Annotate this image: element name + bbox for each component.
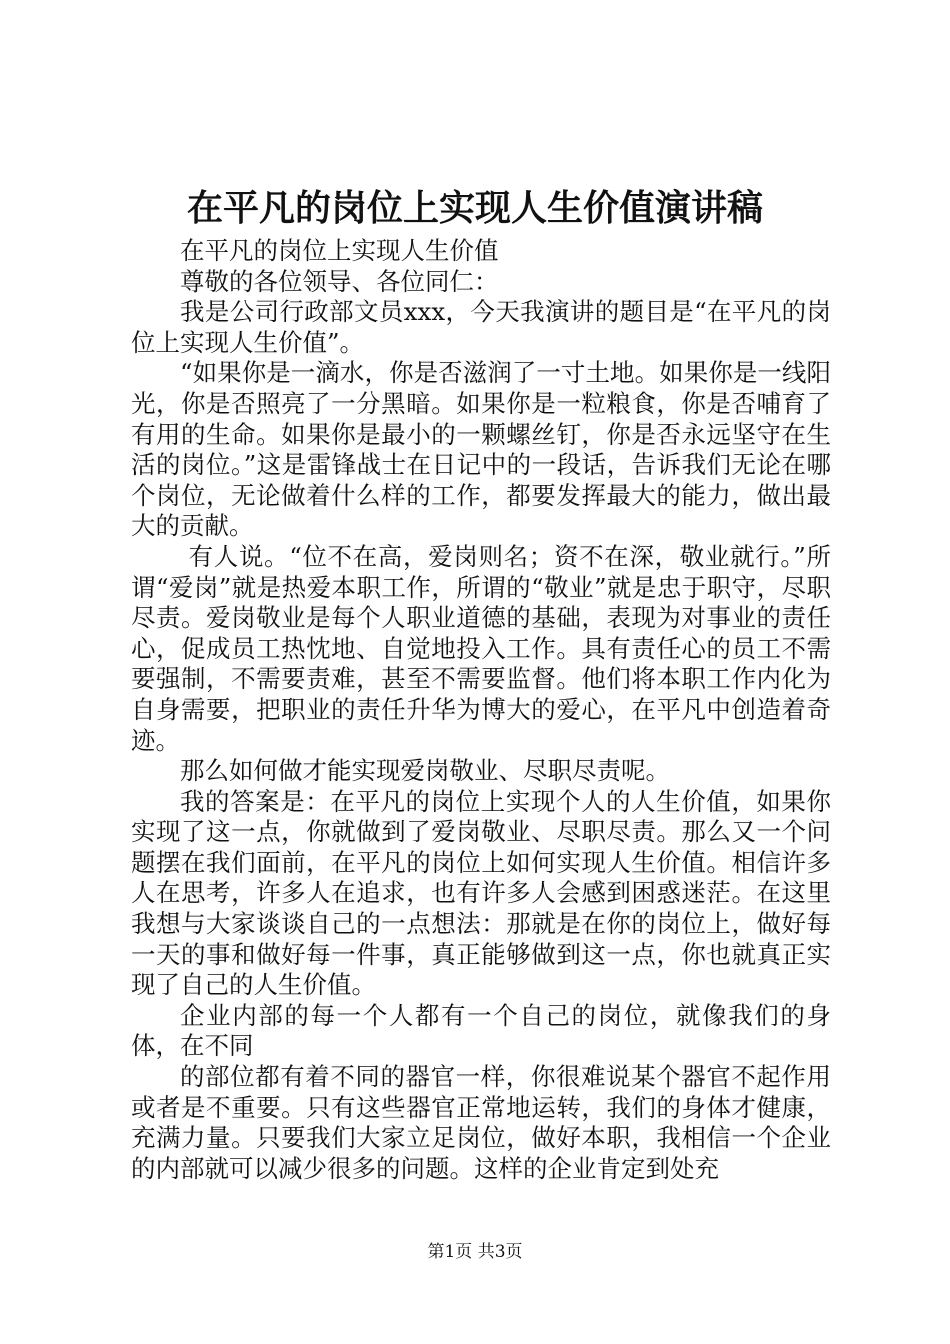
paragraph-quote: “如果你是一滴水，你是否滋润了一寸土地。如果你是一线阳光，你是否照亮了一分黑暗。如果你是一粒粮食，你是否哺育了有用的生命。如果你是最小的一颗螺丝钉，你是否永远坚守在生活的岗位。”这是雷锋战士在日记中的一段话，告诉我们无论在哪个岗位，无论做着什么样的工作，都要发挥最大的能力，做出最大的贡献。: [131, 358, 831, 541]
page-number-footer: 第1页 共3页: [427, 1242, 523, 1262]
document-body: [131, 236, 831, 1184]
paragraph-question: 那么如何做才能实现爱岗敬业、尽职尽责呢。: [180, 756, 670, 786]
paragraph-organs: 的部位都有着不同的器官一样，你很难说某个器官不起作用或者是不重要。只有这些器官正常地运转，我们的身体才健康，充满力量。只要我们大家立足岗位，做好本职，我相信一个企业的内部就可以减少很多的问题。这样的企业肯定到处充: [131, 1062, 831, 1183]
paragraph-enterprise: 企业内部的每一个人都有一个自己的岗位，就像我们的身体，在不同: [131, 1000, 831, 1061]
paragraph-answer: 我的答案是：在平凡的岗位上实现个人的人生价值，如果你实现了这一点，你就做到了爱岗敬业、尽职尽责。那么又一个问题摆在我们面前，在平凡的岗位上如何实现人生价值。相信许多人在思考，许多人在追求，也有许多人会感到困惑迷茫。在这里我想与大家谈谈自己的一点想法：那就是在你的岗位上，做好每一天的事和做好每一件事，真正能够做到这一点，你也就真正实现了自己的人生价值。: [131, 786, 831, 1000]
document-title: 在平凡的岗位上实现人生价值演讲稿: [186, 187, 763, 229]
paragraph-subtitle: 在平凡的岗位上实现人生价值: [180, 236, 499, 265]
paragraph-dedication: 有人说。“位不在高，爱岗则名；资不在深，敬业就行。”所谓“爱岗”就是热爱本职工作，所谓的“敬业”就是忠于职守，尽职尽责。爱岗敬业是每个人职业道德的基础，表现为对事业的责任心，促成员工热忱地、自觉地投入工作。具有责任心的员工不需要强制，不需要责难，甚至不需要监督。他们将本职工作内化为自身需要，把职业的责任升华为博大的爱心，在平凡中创造着奇迹。: [131, 541, 831, 755]
paragraph-salutation: 尊敬的各位领导、各位同仁：: [180, 266, 499, 296]
paragraph-intro: 我是公司行政部文员xxx，今天我演讲的题目是“在平凡的岗位上实现人生价值”。: [131, 297, 831, 357]
